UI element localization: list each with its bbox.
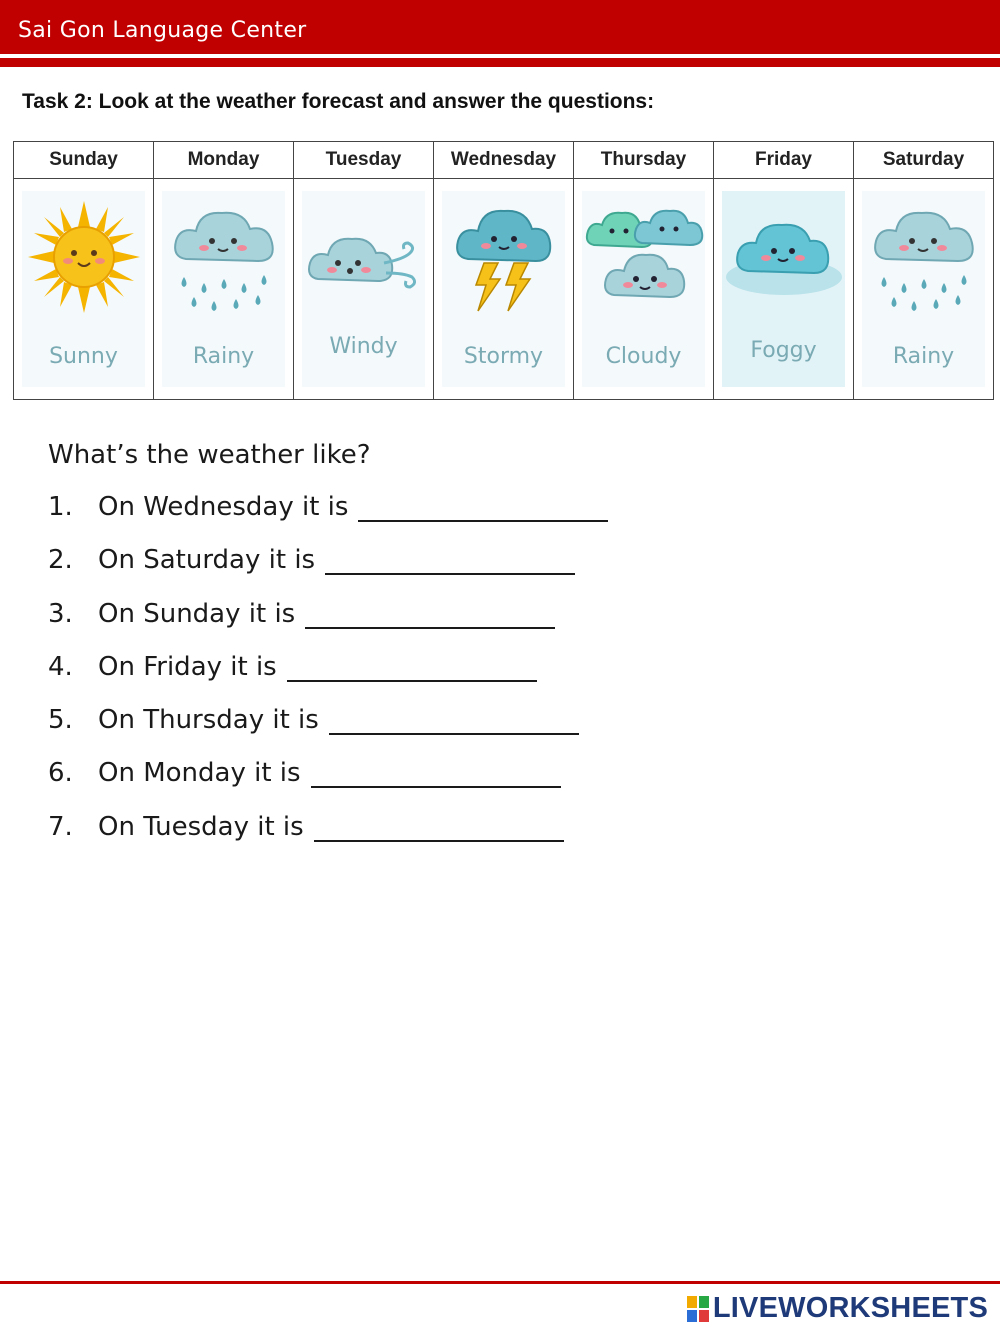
question-item bbox=[48, 599, 608, 652]
day-header: Sunday bbox=[14, 142, 154, 179]
answer-blank[interactable] bbox=[287, 652, 537, 682]
question-text: On Tuesday it is bbox=[98, 811, 304, 842]
question-text: On Thursday it is bbox=[98, 705, 319, 736]
question-number: 5. bbox=[48, 705, 73, 736]
answer-blank[interactable] bbox=[329, 705, 579, 735]
condition-label: Sunny bbox=[49, 344, 118, 369]
condition-label: Windy bbox=[329, 334, 398, 359]
condition-label: Foggy bbox=[750, 338, 817, 363]
question-text: On Friday it is bbox=[98, 651, 277, 682]
storm-cloud-icon bbox=[444, 197, 564, 317]
day-header: Friday bbox=[714, 142, 854, 179]
weather-cell bbox=[574, 179, 714, 400]
day-header: Thursday bbox=[574, 142, 714, 179]
question-item bbox=[48, 812, 608, 865]
question-item bbox=[48, 652, 608, 705]
header-divider bbox=[0, 58, 1000, 67]
day-header-row bbox=[14, 142, 994, 179]
answer-blank[interactable] bbox=[325, 545, 575, 575]
fog-cloud-icon bbox=[724, 197, 844, 317]
weather-cell bbox=[434, 179, 574, 400]
question-item bbox=[48, 545, 608, 598]
answer-blank[interactable] bbox=[305, 599, 555, 629]
question-text: On Wednesday it is bbox=[98, 492, 349, 522]
weather-cell bbox=[14, 179, 154, 400]
header-title: Sai Gon Language Center bbox=[18, 18, 307, 43]
question-number: 7. bbox=[48, 811, 73, 842]
question-heading: What’s the weather like? bbox=[48, 440, 371, 470]
rain-cloud-icon bbox=[164, 197, 284, 317]
liveworksheets-logo-icon bbox=[687, 1296, 709, 1322]
condition-label: Rainy bbox=[892, 344, 955, 369]
rain-cloud-icon bbox=[864, 197, 984, 317]
question-item bbox=[48, 758, 608, 811]
weather-row bbox=[14, 179, 994, 400]
question-item bbox=[48, 492, 608, 545]
question-list bbox=[48, 492, 608, 865]
day-header: Tuesday bbox=[294, 142, 434, 179]
answer-blank[interactable] bbox=[314, 812, 564, 842]
footer-divider bbox=[0, 1281, 1000, 1284]
answer-blank[interactable] bbox=[311, 758, 561, 788]
question-number: 4. bbox=[48, 651, 73, 682]
question-text: On Sunday it is bbox=[98, 598, 296, 629]
weather-cell bbox=[294, 179, 434, 400]
question-text: On Monday it is bbox=[98, 758, 301, 789]
weather-cell bbox=[714, 179, 854, 400]
weather-cell bbox=[154, 179, 294, 400]
weather-cell bbox=[854, 179, 994, 400]
wind-cloud-icon bbox=[304, 197, 424, 317]
question-text: On Saturday it is bbox=[98, 545, 316, 576]
question-number: 3. bbox=[48, 598, 73, 629]
logo-text: LIVEWORKSHEETS bbox=[712, 1292, 988, 1324]
condition-label: Cloudy bbox=[605, 344, 682, 369]
liveworksheets-logo bbox=[687, 1292, 988, 1325]
condition-label: Stormy bbox=[463, 344, 544, 369]
day-header: Saturday bbox=[854, 142, 994, 179]
header-bar bbox=[0, 0, 1000, 54]
day-header: Monday bbox=[154, 142, 294, 179]
question-number: 1. bbox=[48, 492, 73, 522]
sun-icon bbox=[24, 197, 144, 317]
clouds-icon bbox=[584, 197, 704, 317]
question-item bbox=[48, 705, 608, 758]
answer-blank[interactable] bbox=[358, 492, 608, 522]
task-title: Task 2: Look at the weather forecast and answer the questions: bbox=[22, 90, 655, 113]
weather-forecast-table bbox=[13, 141, 994, 400]
question-number: 2. bbox=[48, 545, 73, 576]
condition-label: Rainy bbox=[192, 344, 255, 369]
question-number: 6. bbox=[48, 758, 73, 789]
day-header: Wednesday bbox=[434, 142, 574, 179]
